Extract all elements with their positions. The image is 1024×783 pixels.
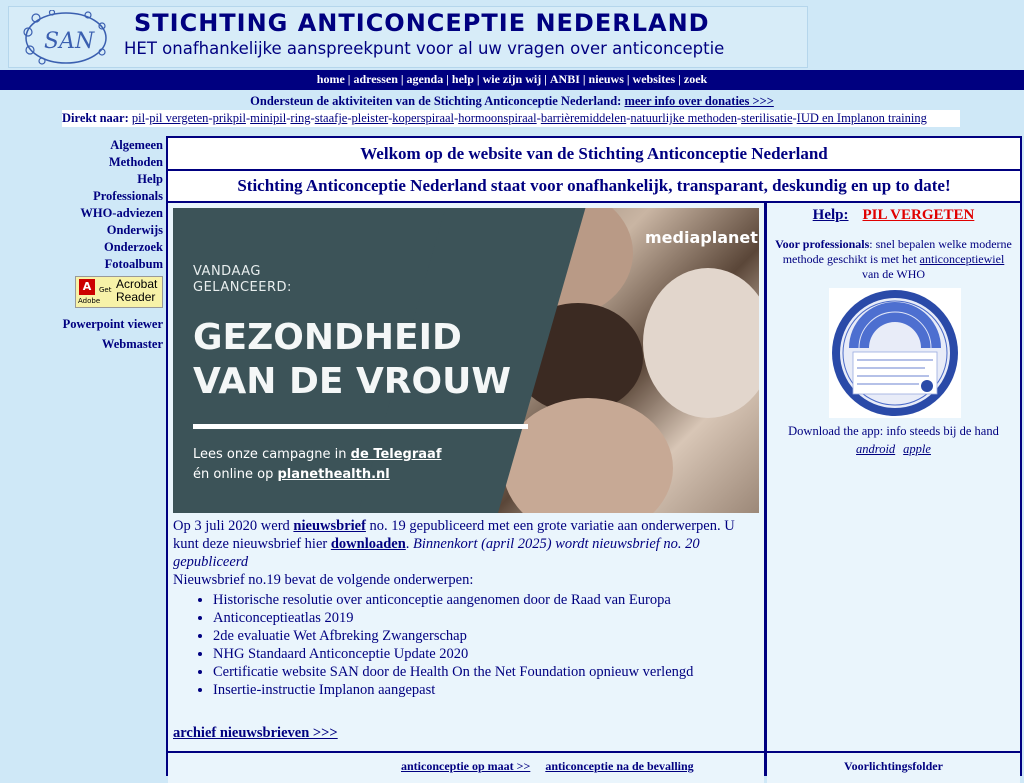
nav-zoek[interactable]: zoek [683,72,708,86]
news-content [168,203,764,751]
apple-app-link[interactable]: apple [903,442,931,456]
direct-link-pleister[interactable]: pleister [351,111,389,125]
site-title: STICHTING ANTICONCEPTIE NEDERLAND [134,9,710,37]
newsletter-text [173,517,753,699]
left-menu [40,137,163,353]
svg-text:SAN: SAN [44,29,95,54]
nav-anbi[interactable]: ANBI [549,72,580,86]
menu-help[interactable]: Help [137,172,163,186]
direct-link-ring[interactable]: ring [290,111,311,125]
donation-link[interactable]: meer info over donaties >>> [624,94,774,108]
adobe-logo-icon: A [79,279,95,295]
anticonceptie-na-bevalling-link[interactable]: anticonceptie na de bevalling [545,759,694,773]
direct-link-prikpil[interactable]: prikpil [212,111,246,125]
list-item: • Historische resolutie over anticonceptie aangenomen door de Raad van Europa [213,591,753,609]
upcoming-newsletter-note: Binnenkort (april 2025) wordt nieuwsbrief no. 20 gepubliceerd [173,536,700,570]
direct-link-barrieremiddelen[interactable]: barrièremiddelen [540,111,627,125]
direct-link-iud-implanon[interactable]: IUD en Implanon training [796,111,927,125]
android-app-link[interactable]: android [856,442,896,456]
help-sidebar [767,203,1020,751]
direct-link-sterilisatie[interactable]: sterilisatie [741,111,793,125]
get-acrobat-reader-badge[interactable] [75,276,163,308]
nav-adressen[interactable]: adressen [353,72,398,86]
donation-banner [0,94,1024,109]
direct-link-hormoonspiraal[interactable]: hormoonspiraal [458,111,537,125]
menu-methoden[interactable]: Methoden [108,155,163,169]
list-item: • NHG Standaard Anticonceptie Update 2020 [213,645,753,663]
menu-onderzoek[interactable]: Onderzoek [103,240,163,254]
help-row [767,207,1020,224]
direct-link-minipil[interactable]: minipil [250,111,287,125]
banner-divider [193,424,528,429]
nav-help[interactable]: help [451,72,474,86]
newsletter-topics-heading: Nieuwsbrief no.19 bevat de volgende onderwerpen: [173,572,474,588]
acrobat-reader-title: Acrobat Reader [116,277,158,304]
top-navigation: home | adressen | agenda | help | wie zijn wij | ANBI | nieuws | websites | zoek [0,70,1024,90]
menu-who-adviezen[interactable]: WHO-adviezen [80,206,163,220]
main-table [166,136,1022,776]
direct-label: Direkt naar [62,111,125,125]
banner-line-planethealth: én online op planethealth.nl [193,467,390,482]
banner-kicker: VANDAAG GELANCEERD: [193,264,292,295]
newsletter-intro: Op 3 juli 2020 werd nieuwsbrief no. 19 gepubliceerd met een grote variatie aan onderwerpen. U kunt deze nieuwsbrief hier downloaden. Binnenkort (april 2025) wordt nieuwsbrief no. 20 gepubliceerd [173,518,735,570]
direct-link-pil[interactable]: pil [131,111,146,125]
mediaplanet-logo: mediaplanet [645,228,758,247]
welcome-heading: Welkom op de website van de Stichting Anticonceptie Nederland [168,138,1020,169]
direct-link-koperspiraal[interactable]: koperspiraal [392,111,455,125]
anticonceptie-op-maat-link[interactable]: anticonceptie op maat >> [401,759,531,773]
anticonceptiewiel-link[interactable]: anticonceptiewiel [919,252,1005,266]
newsletter-link[interactable]: nieuwsbrief [293,518,366,534]
menu-algemeen[interactable]: Algemeen [110,138,163,152]
pil-vergeten-link[interactable]: PIL VERGETEN [862,207,975,223]
list-item: • Certificatie website SAN door de Health On the Net Foundation opnieuw verlengd [213,663,753,681]
menu-professionals[interactable]: Professionals [93,189,163,203]
direct-links-bar: Direkt naar: pil-pil vergeten-prikpil-minipil-ring-staafje-pleister-koperspiraal-hormoonspiraal-barrièremiddelen-natuurlijke methoden-sterilisatie-IUD en Implanon training [62,110,960,127]
voorlichtingsfolder-heading: Voorlichtingsfolder [844,759,943,773]
list-item: • Anticonceptieatlas 2019 [213,609,753,627]
campaign-banner[interactable] [173,208,759,513]
banner-headline: GEZONDHEID VAN DE VROUW [193,317,512,402]
download-link[interactable]: downloaden [330,536,406,552]
app-links [767,442,1020,457]
newsletter-archive-link[interactable]: archief nieuwsbrieven >>> [173,725,338,741]
menu-onderwijs[interactable]: Onderwijs [106,223,163,237]
who-contraceptive-wheel-image[interactable] [829,288,961,418]
nav-home[interactable]: home [316,72,345,86]
direct-link-pil-vergeten[interactable]: pil vergeten [149,111,209,125]
motto-heading: Stichting Anticonceptie Nederland staat voor onafhankelijk, transparant, deskundig en up to date! [168,171,1020,201]
get-text: Get [99,286,112,294]
menu-fotoalbum[interactable]: Fotoalbum [104,257,163,271]
bottom-links-cell [168,753,764,783]
folder-cell [767,753,1020,783]
nav-wie-zijn-wij[interactable]: wie zijn wij [482,72,542,86]
nav-nieuws[interactable]: nieuws [588,72,624,86]
site-header [8,6,808,68]
newsletter-topics-list [173,591,753,699]
list-item: • Insertie-instructie Implanon aangepast [213,681,753,699]
menu-webmaster[interactable]: Webmaster [101,337,163,351]
direct-link-natuurlijke-methoden[interactable]: natuurlijke methoden [630,111,737,125]
san-logo[interactable] [22,10,108,66]
list-item: • 2de evaluatie Wet Afbreking Zwangerschap [213,627,753,645]
nav-agenda[interactable]: agenda [406,72,444,86]
site-subtitle: HET onafhankelijke aanspreekpunt voor al uw vragen over anticonceptie [124,39,725,58]
menu-powerpoint-viewer[interactable]: Powerpoint viewer [62,317,163,331]
professionals-text: Voor professionals: snel bepalen welke moderne methode geschikt is met het anticonceptiewiel van de WHO [775,237,1012,281]
app-download-text: Download the app: info steeds bij de hand [788,424,999,438]
direct-link-staafje[interactable]: staafje [314,111,348,125]
adobe-text: Adobe [78,297,101,305]
banner-line-telegraaf: Lees onze campagne in de Telegraaf [193,447,442,462]
donation-text: Ondersteun de aktiviteiten van de Stichting Anticonceptie Nederland: [250,94,625,108]
nav-websites[interactable]: websites [632,72,676,86]
help-link[interactable]: Help: [812,207,849,223]
